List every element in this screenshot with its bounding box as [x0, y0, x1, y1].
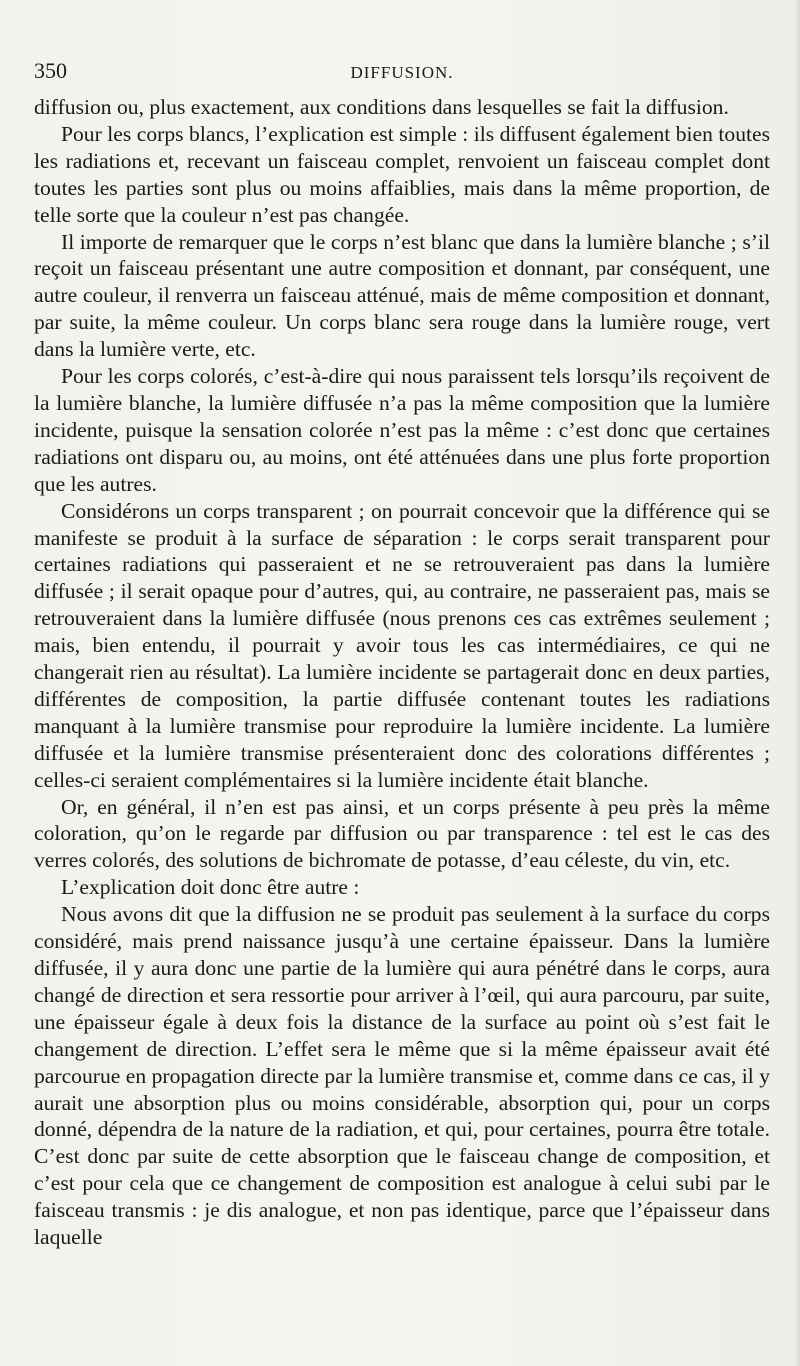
paragraph-continuation: diffusion ou, plus exactement, aux conditions dans lesquelles se fait la diffusion.	[34, 95, 729, 119]
paragraph-lumiere-blanche: Il importe de remarquer que le corps n’est blanc que dans la lumière blanche ; s’il reçoit un faisceau présentant une autre composition et donnant, par conséquent, une autre couleur, il renverra un faisceau atténué, mais de même composition et donnant, par suite, la même couleur. Un corps blanc sera rouge dans la lumière rouge, vert dans la lumière verte, etc.	[34, 229, 770, 362]
body-text	[34, 94, 770, 1251]
paragraph-corps-blancs: Pour les corps blancs, l’explication est simple : ils diffusent également bien toutes les radiations et, recevant un faisceau complet, renvoient un faisceau complet dont toutes les parties sont plus ou moins affaiblies, mais dans la même proportion, de telle sorte que la couleur n’est pas changée.	[34, 121, 770, 227]
paragraph-meme-coloration: Or, en général, il n’en est pas ainsi, et un corps présente à peu près la même coloration, qu’on le regarde par diffusion ou par transparence : tel est le cas des verres colorés, des solutions de bichromate de potasse, d’eau céleste, du vin, etc.	[34, 794, 770, 873]
paragraph-diffusion-epaisseur: Nous avons dit que la diffusion ne se produit pas seulement à la surface du corps considéré, mais prend naissance jusqu’à une certaine épaisseur. Dans la lumière diffusée, il y aura donc une partie de la lumière qui aura pénétré dans le corps, aura changé de direction et sera ressortie pour arriver à l’œil, qui aura parcouru, par suite, une épaisseur égale à deux fois la distance de la surface au point où s’est fait le changement de direction. L’effet sera le même que si la même épaisseur avait été parcourue en propagation directe par la lumière transmise et, comme dans ce cas, il y aurait une absorption plus ou moins considérable, absorption qui, pour un corps donné, dépendra de la nature de la radiation, et qui, pour certaines, pourra être totale. C’est donc par suite de cette absorption que le faisceau change de composition, et c’est pour cela que ce changement de composition est analogue à celui subi par le faisceau transmis : je dis analogue, et non pas identique, parce que l’épaisseur dans laquelle	[34, 902, 770, 1250]
page-number: 350	[34, 58, 67, 83]
running-head: DIFFUSION.	[350, 63, 454, 82]
paragraph-explication: L’explication doit donc être autre :	[61, 875, 360, 900]
paragraph-corps-colores: Pour les corps colorés, c’est-à-dire qui nous paraissent tels lorsqu’ils reçoivent de la lumière blanche, la lumière diffusée n’a pas la même composition que la lumière incidente, puisque la sensation colorée n’est pas la même : c’est donc que certaines radiations ont disparu ou, au moins, ont été atténuées dans une plus forte proportion que les autres.	[34, 364, 770, 496]
page-header	[34, 58, 770, 88]
page-edge-shadow	[794, 0, 800, 1366]
paragraph-corps-transparent: Considérons un corps transparent ; on pourrait concevoir que la différence qui se manifeste se produit à la surface de séparation : le corps serait transparent pour certaines radiations qui passeraient et ne se retrouveraient pas dans la lumière diffusée ; il serait opaque pour d’autres, qui, au contraire, ne passeraient pas, mais se retrouveraient dans la lumière diffusée (nous prenons ces cas extrêmes seulement ; mais, bien entendu, il pourrait y avoir tous les cas intermédiaires, ce qui ne changerait rien au résultat). La lumière incidente se partagerait donc en deux parties, différentes de composition, la partie diffusée contenant toutes les radiations manquant à la lumière transmise pour reproduire la lumière incidente. La lumière diffusée et la lumière transmise présenteraient donc des colorations différentes ; celles-ci seraient complémentaires si la lumière incidente était blanche.	[34, 498, 770, 792]
